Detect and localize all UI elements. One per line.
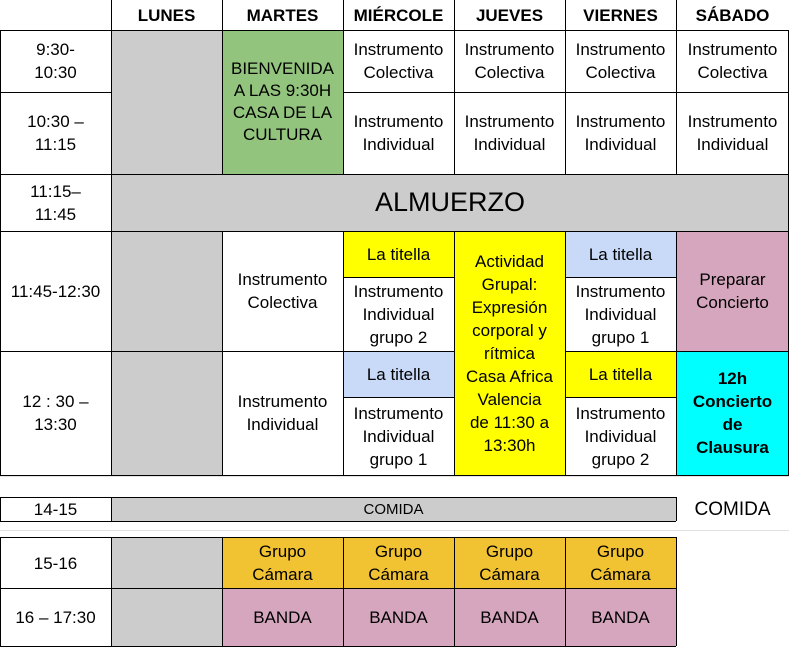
vie-inst-ind-g2: Instrumento Individual grupo 2 xyxy=(575,403,666,469)
border-line xyxy=(676,0,677,174)
vie-banda: BANDA xyxy=(565,588,676,646)
vie-inst-ind-g1: Instrumento Individual grupo 1 xyxy=(575,281,666,347)
vie-la-titella: La titella xyxy=(565,231,676,277)
border-line xyxy=(111,537,112,646)
border-line xyxy=(565,397,676,398)
border-line xyxy=(222,231,223,475)
time-cell: 11:15– 11:45 xyxy=(30,181,81,224)
border-line xyxy=(343,537,344,646)
border-line xyxy=(0,30,1,475)
mie-inst-ind-g1: Instrumento Individual grupo 1 xyxy=(353,403,444,469)
header-viernes: VIERNES xyxy=(583,5,658,25)
time-cell: 9:30- 10:30 xyxy=(34,40,77,82)
border-line xyxy=(565,231,566,475)
time-cell: 12 : 30 – 13:30 xyxy=(22,392,89,434)
border-line xyxy=(222,537,223,646)
border-line xyxy=(565,0,566,174)
border-line xyxy=(0,646,676,647)
border-line xyxy=(222,0,223,174)
border-line xyxy=(0,497,676,498)
header-martes: MARTES xyxy=(246,5,319,25)
jue-inst-individual: Instrumento Individual xyxy=(464,112,555,154)
martes-grupo-camara: Grupo Cámara xyxy=(222,538,343,588)
border-line xyxy=(343,397,454,398)
almuerzo-band: ALMUERZO xyxy=(111,174,789,231)
sab-inst-colectiva: Instrumento Colectiva xyxy=(687,40,778,82)
lunes-empty xyxy=(111,30,222,174)
mie-grupo-camara: Grupo Cámara xyxy=(343,538,454,588)
border-line xyxy=(0,521,676,522)
martes-inst-colectiva: Instrumento Colectiva xyxy=(237,270,328,312)
vie-grupo-camara: Grupo Cámara xyxy=(565,538,676,588)
time-cell: 15-16 xyxy=(33,553,78,573)
time-cell: 14-15 xyxy=(33,500,78,519)
border-line xyxy=(565,277,676,278)
jue-banda: BANDA xyxy=(454,588,565,646)
jue-inst-colectiva: Instrumento Colectiva xyxy=(464,40,555,82)
header-lunes: LUNES xyxy=(137,5,196,25)
martes-banda: BANDA xyxy=(222,588,343,646)
border-line xyxy=(0,174,789,175)
header-miercoles: MIÉRCOLE xyxy=(353,5,444,25)
vie-la-titella-2: La titella xyxy=(565,351,676,397)
comida-band: COMIDA xyxy=(111,498,676,521)
martes-inst-individual: Instrumento Individual xyxy=(237,392,328,434)
time-cell: 10:30 – 11:15 xyxy=(27,112,84,154)
jue-actividad-grupal: Actividad Grupal: Expresión corporal y rítmica Casa Africa Valencia de 11:30 a 13:30h xyxy=(454,231,565,475)
border-line xyxy=(0,475,789,476)
border-line xyxy=(0,537,676,538)
border-line xyxy=(343,0,344,174)
border-line xyxy=(676,231,677,475)
mie-la-titella-2: La titella xyxy=(343,351,454,397)
mie-banda: BANDA xyxy=(343,588,454,646)
border-line xyxy=(0,30,789,31)
border-line xyxy=(0,537,1,646)
border-line xyxy=(565,351,789,352)
time-cell: 11:45-12:30 xyxy=(10,281,101,301)
bienvenida-cell: BIENVENIDA A LAS 9:30H CASA DE LA CULTURA xyxy=(222,30,343,174)
vie-inst-colectiva: Instrumento Colectiva xyxy=(575,40,666,82)
mie-la-titella: La titella xyxy=(343,231,454,277)
border-line xyxy=(111,0,112,475)
gridline xyxy=(0,530,789,531)
border-line xyxy=(454,537,455,646)
border-line xyxy=(454,0,455,174)
time-cell: 16 – 17:30 xyxy=(15,607,96,627)
border-line xyxy=(0,588,676,589)
border-line xyxy=(343,231,344,475)
mie-inst-colectiva: Instrumento Colectiva xyxy=(353,40,444,82)
mie-inst-individual: Instrumento Individual xyxy=(353,112,444,154)
sab-concierto-clausura: 12h Concierto de Clausura xyxy=(676,351,789,475)
border-line xyxy=(676,497,677,521)
border-line xyxy=(111,497,112,521)
sab-preparar-concierto: Preparar Concierto xyxy=(676,231,789,351)
border-line xyxy=(343,92,789,93)
comida-sabado: COMIDA xyxy=(694,499,771,520)
jue-grupo-camara: Grupo Cámara xyxy=(454,538,565,588)
gridline xyxy=(0,476,789,477)
header-sabado: SÁBADO xyxy=(695,5,770,25)
border-line xyxy=(0,497,1,521)
mie-inst-ind-g2: Instrumento Individual grupo 2 xyxy=(353,281,444,347)
lunes-empty xyxy=(111,231,222,475)
border-line xyxy=(343,277,454,278)
border-line xyxy=(565,537,566,646)
border-line xyxy=(676,537,677,646)
vie-inst-individual: Instrumento Individual xyxy=(575,112,666,154)
border-line xyxy=(454,231,455,475)
sab-inst-individual: Instrumento Individual xyxy=(687,112,778,154)
lunes-empty xyxy=(111,538,222,646)
border-line xyxy=(0,351,454,352)
border-line xyxy=(0,231,789,232)
header-jueves: JUEVES xyxy=(475,5,544,25)
border-line xyxy=(0,92,111,93)
